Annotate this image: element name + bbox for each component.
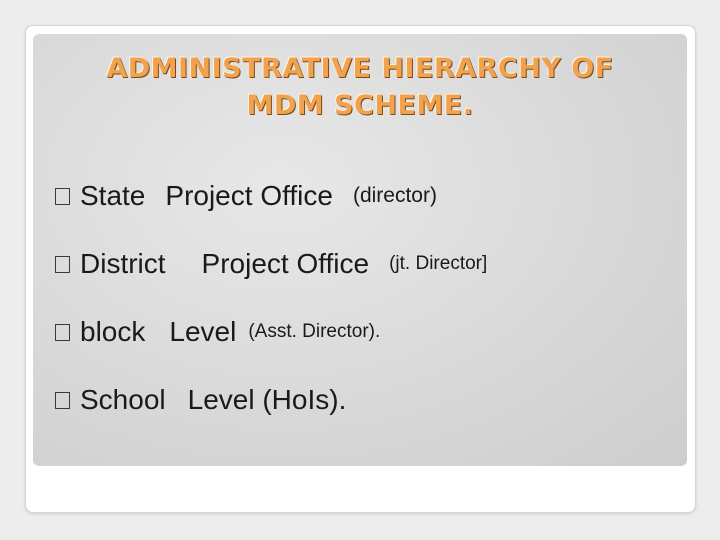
box-bullet-icon — [55, 256, 70, 273]
bullet-school-level — [55, 382, 487, 418]
bullet-note: (Asst. Director). — [248, 321, 381, 342]
bullet-word1: District — [80, 248, 166, 279]
bullet-word2: Project Office — [165, 180, 333, 211]
box-bullet-icon — [55, 188, 70, 205]
bullet-note: (jt. Director] — [389, 253, 488, 274]
box-bullet-icon — [55, 392, 70, 409]
box-bullet-icon — [55, 324, 70, 341]
bullet-word1: School — [80, 384, 166, 415]
bullet-state-project-office — [55, 178, 487, 214]
bullet-word2: Project Office — [201, 248, 370, 279]
bullet-word1: block — [80, 316, 146, 347]
bullet-list — [55, 178, 487, 450]
bullet-word1: State — [80, 180, 146, 211]
bullet-note: (director) — [352, 184, 437, 207]
bullet-word2: Level (HoIs). — [187, 384, 347, 415]
bullet-word2: Level — [169, 316, 237, 347]
title-line-2: MDM SCHEME. — [246, 90, 474, 121]
title-line-1: ADMINISTRATIVE HIERARCHY OF — [106, 53, 614, 84]
bullet-district-project-office — [55, 246, 487, 282]
slide-title — [50, 50, 670, 124]
bullet-block-level — [55, 314, 487, 350]
